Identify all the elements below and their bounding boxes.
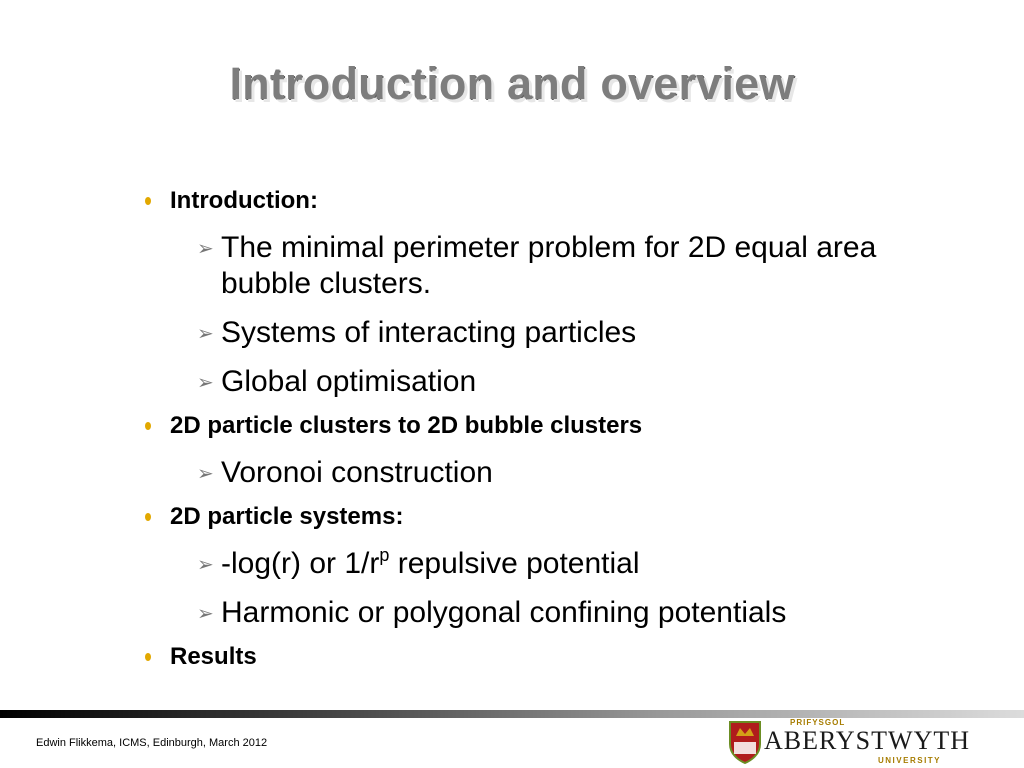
university-shield-icon xyxy=(728,720,762,764)
potential-exponent: p xyxy=(379,545,390,565)
sub-bullet-item xyxy=(143,546,943,582)
sub-bullet-text: The minimal perimeter problem for 2D equal area bubble clusters. xyxy=(221,231,877,300)
bullet-dot-icon xyxy=(145,197,151,205)
bullet-dot-icon xyxy=(145,422,151,430)
bullet-list xyxy=(143,186,943,672)
arrow-bullet-icon: ➢ xyxy=(197,463,214,485)
sub-bullet-text: Voronoi construction xyxy=(221,456,493,489)
logo-top-text: PRIFYSGOL xyxy=(790,718,846,727)
bullet-dot-icon xyxy=(145,653,151,661)
bullet-text: 2D particle clusters to 2D bubble clusters xyxy=(170,412,643,439)
bullet-dot-icon xyxy=(145,513,151,521)
potential-text-pre: -log(r) or 1/r xyxy=(221,547,380,580)
logo-bottom-text: UNIVERSITY xyxy=(878,756,942,765)
arrow-bullet-icon: ➢ xyxy=(197,323,214,345)
bullet-item xyxy=(143,186,943,216)
bullet-item xyxy=(143,642,943,672)
aberystwyth-logo xyxy=(728,716,970,766)
sub-bullet-item xyxy=(143,364,943,400)
bullet-text: Results xyxy=(170,643,257,670)
arrow-bullet-icon: ➢ xyxy=(197,554,214,576)
sub-bullet-item xyxy=(143,595,943,631)
sub-bullet-text: Global optimisation xyxy=(221,365,477,398)
bullet-text: Introduction: xyxy=(170,187,318,214)
bullet-item xyxy=(143,411,943,441)
bullet-item xyxy=(143,502,943,532)
sub-bullet-text xyxy=(221,547,640,580)
potential-text-post: repulsive potential xyxy=(389,547,640,580)
sub-bullet-item xyxy=(143,315,943,351)
sub-bullet-item xyxy=(143,455,943,491)
bullet-text: 2D particle systems: xyxy=(170,503,404,530)
sub-bullet-text: Systems of interacting particles xyxy=(221,316,637,349)
arrow-bullet-icon: ➢ xyxy=(197,603,214,625)
sub-bullet-item xyxy=(143,230,943,302)
slide-title: Introduction and overview xyxy=(229,58,795,109)
logo-main-text: ABERYSTWYTH xyxy=(764,726,970,755)
footer-text: Edwin Flikkema, ICMS, Edinburgh, March 2012 xyxy=(36,737,268,749)
arrow-bullet-icon: ➢ xyxy=(197,238,214,260)
arrow-bullet-icon: ➢ xyxy=(197,372,214,394)
sub-bullet-text: Harmonic or polygonal confining potentials xyxy=(221,596,787,629)
